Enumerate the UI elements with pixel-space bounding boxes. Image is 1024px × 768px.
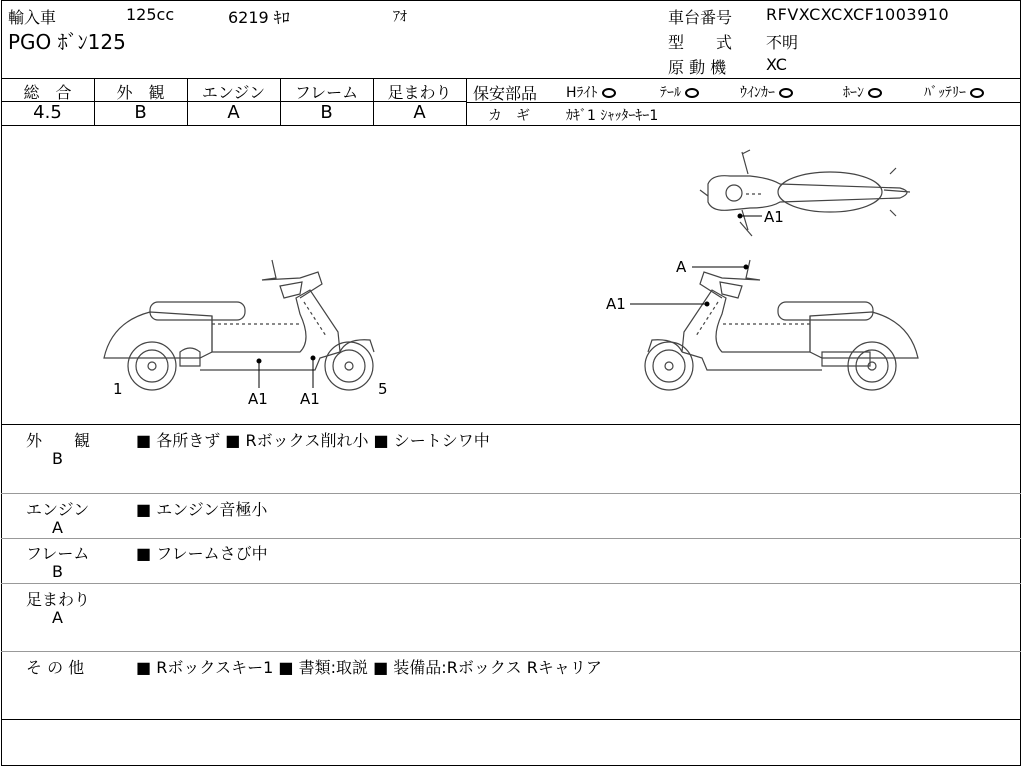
frame-no-label: 車台番号 <box>668 8 733 27</box>
model-name: PGO ﾎﾞﾝ125 <box>8 30 126 54</box>
grade-table-top-line <box>1 78 1021 79</box>
scooter-left-view <box>104 260 374 390</box>
displacement: 125cc <box>126 5 175 24</box>
safety-label: 保安部品 <box>473 84 538 103</box>
top-mark-a1: A1 <box>764 208 784 226</box>
safety-horn: ﾎｰﾝ <box>843 82 882 102</box>
frame-grade: B <box>320 102 333 123</box>
left-mark-a1-a: A1 <box>248 390 268 408</box>
comments-line-4 <box>1 651 1021 652</box>
scooter-top-view <box>700 150 910 236</box>
comment-engine-label: エンジン <box>26 500 90 519</box>
overall-grade: 4.5 <box>33 102 62 123</box>
mileage: 6219 ｷﾛ <box>228 8 290 27</box>
comment-frame-grade: B <box>52 562 63 581</box>
import-label: 輸入車 <box>8 8 57 27</box>
comment-suspension-grade: A <box>52 608 63 627</box>
comment-frame-label: フレーム <box>26 544 90 563</box>
color: ｱｵ <box>393 9 407 25</box>
comment-other-text: ■ Rボックスキー1 ■ 書類:取説 ■ 装備品:Rボックス Rキャリア <box>136 658 602 677</box>
comment-engine-grade: A <box>52 518 63 537</box>
engine-type-label: 原 動 機 <box>668 58 727 77</box>
safety-mid-line <box>467 102 1021 103</box>
frame-label: フレーム <box>294 83 359 102</box>
left-mark-1: 1 <box>113 380 123 398</box>
type-label: 型 式 <box>668 33 733 52</box>
right-mark-a1: A1 <box>606 295 626 313</box>
tail-ok-mark <box>685 88 699 98</box>
grade-divider-5 <box>466 78 467 125</box>
comments-line-1 <box>1 493 1021 494</box>
comments-top-line <box>1 424 1021 425</box>
safety-headlight: Hﾗｲﾄ <box>566 82 616 102</box>
exterior-grade: B <box>134 102 147 123</box>
key-label: カ ギ <box>488 108 530 124</box>
comments-bottom-line <box>1 719 1021 720</box>
exterior-label: 外 観 <box>116 83 165 102</box>
horn-ok-mark <box>868 88 882 98</box>
scooter-diagram <box>0 126 1024 424</box>
safety-winker: ｳｲﾝｶｰ <box>740 82 793 102</box>
comment-other-label: そ の 他 <box>26 658 85 677</box>
comment-frame-text: ■ フレームさび中 <box>136 544 268 563</box>
frame-no: RFVXCXCXCF1003910 <box>766 5 950 24</box>
comment-engine-text: ■ エンジン音極小 <box>136 500 268 519</box>
scooter-right-view <box>645 260 918 390</box>
comments-line-2 <box>1 538 1021 539</box>
engine-type-value: XC <box>766 55 787 74</box>
headlight-ok-mark <box>602 88 616 98</box>
type-value: 不明 <box>766 33 799 52</box>
comment-exterior-text: ■ 各所きず ■ Rボックス削れ小 ■ シートシワ中 <box>136 431 490 450</box>
right-mark-a: A <box>676 258 687 276</box>
key-value: ｶｷﾞ1 ｼｬｯﾀｰｷｰ1 <box>566 108 659 124</box>
engine-label: エンジン <box>201 83 266 102</box>
battery-ok-mark <box>970 88 984 98</box>
safety-tail: ﾃｰﾙ <box>660 82 699 102</box>
suspension-label: 足まわり <box>387 83 452 102</box>
comment-exterior-grade: B <box>52 449 63 468</box>
left-mark-a1-b: A1 <box>300 390 320 408</box>
comments-line-3 <box>1 583 1021 584</box>
safety-battery: ﾊﾞｯﾃﾘｰ <box>924 82 984 102</box>
winker-ok-mark <box>779 88 793 98</box>
comment-suspension-label: 足まわり <box>26 590 91 609</box>
left-mark-5: 5 <box>378 380 388 398</box>
engine-grade: A <box>227 102 240 123</box>
suspension-grade: A <box>413 102 426 123</box>
comment-exterior-label: 外 観 <box>26 431 91 450</box>
overall-label: 総 合 <box>23 83 72 102</box>
